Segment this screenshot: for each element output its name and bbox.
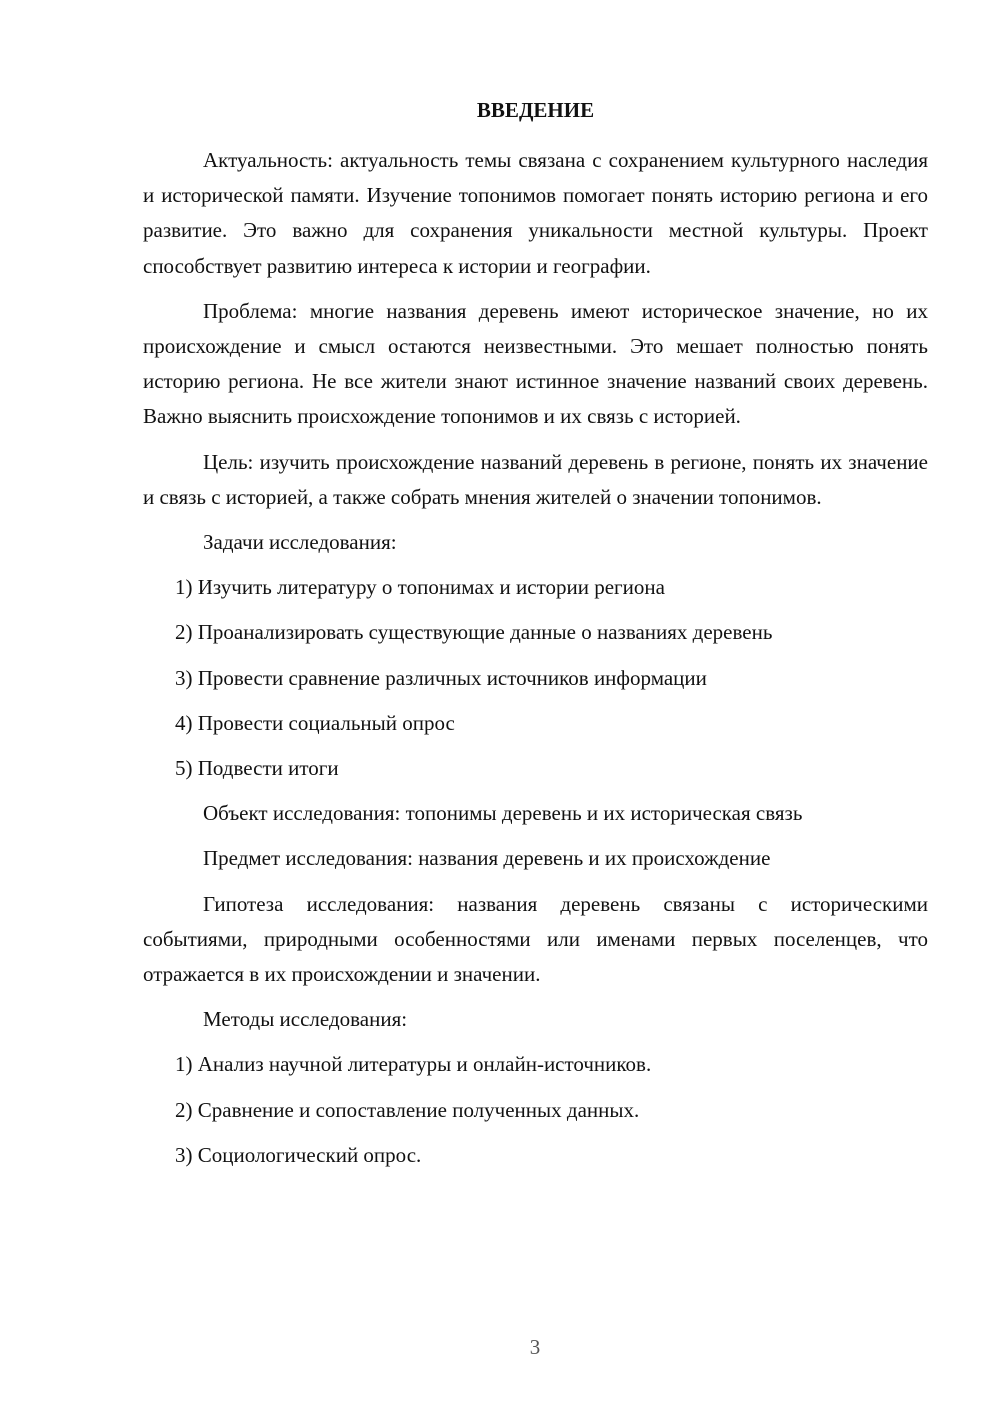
list-item: 3) Социологический опрос. [175,1142,422,1167]
object-paragraph: Объект исследования: топонимы деревень и их историческая связь [203,801,803,826]
document-body [143,143,928,1183]
list-item: 3) Провести сравнение различных источников информации [175,665,707,690]
subject-paragraph: Предмет исследования: названия деревень и их происхождение [203,846,771,871]
goal-paragraph: Цель: изучить происхождение названий деревень в регионе, понять их значение и связь с историей, а также собрать мнения жителей о значении топонимов. [143,449,928,509]
tasks-title: Задачи исследования: [203,530,397,555]
problem-paragraph: Проблема: многие названия деревень имеют историческое значение, но их происхождение и смысл остаются неизвестными. Это мешает полностью понять историю региона. Не все жители знают истинное значение названий своих деревень. Важно выяснить происхождение топонимов и их связь с историей. [143,298,928,429]
list-item: 4) Провести социальный опрос [175,710,455,735]
methods-title: Методы исследования: [203,1007,408,1032]
list-item: 1) Изучить литературу о топонимах и истории региона [175,575,665,600]
relevance-paragraph: Актуальность: актуальность темы связана с сохранением культурного наследия и исторической памяти. Изучение топонимов помогает понять историю региона и его развитие. Это важно для сохранения уникальности местной культуры. Проект способствует развитию интереса к истории и географии. [143,148,928,278]
list-item: 1) Анализ научной литературы и онлайн-источников. [175,1052,652,1077]
list-item: 2) Проанализировать существующие данные о названиях деревень [175,620,773,645]
page-number: 3 [529,1335,541,1359]
methods-list [143,1047,928,1173]
list-item: 5) Подвести итоги [175,756,339,781]
list-item: 2) Сравнение и сопоставление полученных данных. [175,1097,640,1122]
tasks-list [143,570,928,786]
page-title: ВВЕДЕНИЕ [476,98,595,122]
hypothesis-paragraph: Гипотеза исследования: названия деревень связаны с историческими событиями, природными особенностями или именами первых поселенцев, что отражается в их происхождении и значении. [143,891,928,987]
